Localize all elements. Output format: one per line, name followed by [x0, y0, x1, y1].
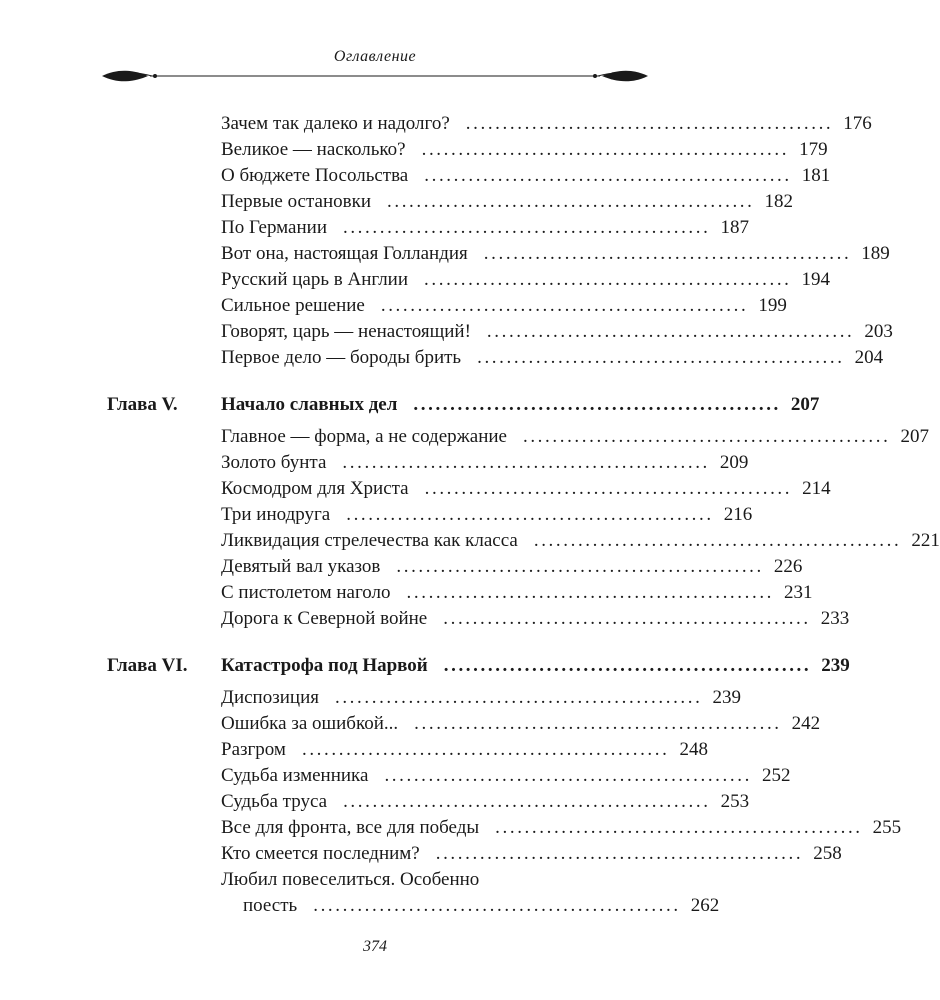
- toc-entry-title: Золото бунта: [221, 452, 327, 473]
- toc-entry-page: 203: [864, 321, 893, 342]
- toc-entry-title: Зачем так далеко и надолго?: [221, 113, 450, 134]
- toc-entry-title: Все для фронта, все для победы: [221, 817, 480, 838]
- header-ornament: [100, 66, 650, 86]
- leader-dots: ..................................................: [424, 478, 793, 499]
- toc-entry-page: 189: [861, 243, 890, 264]
- toc-entry[interactable]: [221, 711, 821, 737]
- toc-entry-title: С пистолетом наголо: [221, 582, 391, 603]
- toc-entry[interactable]: [221, 450, 749, 476]
- toc-entry[interactable]: [221, 424, 929, 450]
- toc-entry[interactable]: [221, 789, 750, 815]
- toc-entry[interactable]: [221, 815, 902, 841]
- toc-entry-page: 242: [791, 713, 821, 734]
- toc-entry-page: 194: [801, 269, 831, 290]
- chapter-title: Катастрофа под Нарвой: [221, 655, 428, 676]
- toc-entry[interactable]: [221, 737, 708, 763]
- toc-entry[interactable]: [221, 111, 872, 137]
- toc-entry-page: 252: [761, 765, 791, 786]
- toc-entry-page: 262: [690, 895, 720, 916]
- chapter-6-heading[interactable]: [221, 653, 850, 679]
- toc-entry[interactable]: [221, 293, 787, 319]
- toc-entry-title: По Германии: [221, 217, 327, 238]
- toc-entry-title: Судьба труса: [221, 791, 328, 812]
- toc-entry-page: 216: [723, 504, 753, 525]
- toc-entry-page: 258: [813, 843, 842, 864]
- toc-entry[interactable]: [221, 841, 842, 867]
- chapter-5-heading[interactable]: [221, 392, 820, 418]
- toc-entry-page: 233: [820, 608, 850, 629]
- chapter-6-label: Глава VI.: [107, 655, 188, 676]
- toc-entry-page: 179: [799, 139, 828, 160]
- toc-entry-page: 207: [900, 426, 929, 447]
- leader-dots: ..................................................: [346, 504, 714, 525]
- toc-entry-title: Говорят, царь — ненастоящий!: [221, 321, 471, 342]
- toc-entry-title: Разгром: [221, 739, 286, 760]
- page-number: 374: [363, 938, 387, 955]
- leader-dots: ..................................................: [313, 895, 681, 916]
- leader-dots: ..................................................: [421, 139, 790, 160]
- toc-entry-page: 248: [679, 739, 708, 760]
- leader-dots: ..................................................: [342, 217, 711, 238]
- leader-dots: ..................................................: [465, 113, 834, 134]
- toc-entry-page: 204: [854, 347, 884, 368]
- toc-entry-page: 199: [758, 295, 787, 316]
- toc-entry-title: Ошибка за ошибкой...: [221, 713, 399, 734]
- chapter-page: 239: [821, 655, 850, 676]
- toc-entry-title: Девятый вал указов: [221, 556, 381, 577]
- toc-entry-page: 214: [802, 478, 831, 499]
- leader-dots: ..................................................: [414, 713, 782, 734]
- toc-entry-title: Космодром для Христа: [221, 478, 409, 499]
- leader-dots: ..................................................: [435, 843, 804, 864]
- toc-entry[interactable]: [221, 163, 831, 189]
- toc-entry-title: Дорога к Северной войне: [221, 608, 428, 629]
- leader-dots: ..................................................: [533, 530, 902, 551]
- toc-entry[interactable]: [221, 580, 813, 606]
- toc-entry-title: поесть: [243, 895, 298, 916]
- toc-entry-title: Первое дело — бороды брить: [221, 347, 462, 368]
- leader-dots: ..................................................: [443, 655, 812, 676]
- toc-entry[interactable]: [221, 685, 741, 711]
- toc-entry-page: 253: [720, 791, 750, 812]
- toc-entry-title: Ликвидация стрелечества как класса: [221, 530, 518, 551]
- toc-entry[interactable]: [221, 476, 831, 502]
- toc-entry-title: Русский царь в Англии: [221, 269, 409, 290]
- toc-entry-page: 209: [719, 452, 749, 473]
- toc-entry[interactable]: [221, 345, 884, 371]
- leader-dots: ..................................................: [424, 269, 792, 290]
- leader-dots: ..................................................: [522, 426, 891, 447]
- toc-entry-title: Судьба изменника: [221, 765, 369, 786]
- toc-entry[interactable]: [221, 241, 890, 267]
- toc-entry[interactable]: [221, 215, 749, 241]
- toc-entry[interactable]: [221, 606, 850, 632]
- leader-dots: ..................................................: [406, 582, 775, 603]
- toc-entry-title: Великое — насколько?: [221, 139, 406, 160]
- toc-entry[interactable]: [221, 554, 803, 580]
- toc-entry[interactable]: [221, 763, 791, 789]
- leader-dots: ..................................................: [443, 608, 811, 629]
- toc-entry-page: 182: [764, 191, 793, 212]
- toc-entry-title: Главное — форма, а не содержание: [221, 426, 507, 447]
- toc-entry[interactable]: [221, 502, 753, 528]
- toc-entry-multiline-continuation[interactable]: [243, 893, 720, 919]
- toc-entry-title: Диспозиция: [221, 687, 319, 708]
- toc-entry-title: О бюджете Посольства: [221, 165, 409, 186]
- toc-entry-title: Кто смеется последним?: [221, 843, 420, 864]
- toc-entry-page: 176: [843, 113, 872, 134]
- toc-entry-page: 221: [911, 530, 940, 551]
- leader-dots: ..................................................: [384, 765, 752, 786]
- toc-entry-page: 226: [773, 556, 803, 577]
- toc-entry-page: 187: [720, 217, 749, 238]
- toc-entry-title: Сильное решение: [221, 295, 365, 316]
- leader-dots: ..................................................: [342, 452, 710, 473]
- leader-dots: ..................................................: [387, 191, 755, 212]
- toc-entry-multiline-first[interactable]: Любил повеселиться. Особенно: [221, 869, 480, 890]
- leader-dots: ..................................................: [477, 347, 845, 368]
- leader-dots: ..................................................: [486, 321, 855, 342]
- chapter-page: 207: [790, 394, 820, 415]
- toc-entry[interactable]: [221, 137, 828, 163]
- toc-entry-page: 255: [872, 817, 902, 838]
- leader-dots: ..................................................: [424, 165, 792, 186]
- running-header: Оглавление: [333, 48, 417, 65]
- chapter-5-label: Глава V.: [107, 394, 178, 415]
- toc-entry-page: 239: [712, 687, 741, 708]
- leader-dots: ..................................................: [301, 739, 670, 760]
- leader-dots: ..................................................: [495, 817, 863, 838]
- toc-entry[interactable]: [221, 267, 831, 293]
- chapter-title: Начало славных дел: [221, 394, 398, 415]
- toc-entry-title: Вот она, настоящая Голландия: [221, 243, 468, 264]
- toc-entry-page: 231: [784, 582, 813, 603]
- toc-entry[interactable]: [221, 319, 893, 345]
- leader-dots: ..................................................: [413, 394, 781, 415]
- toc-entry-title: Первые остановки: [221, 191, 371, 212]
- toc-entry-page: 181: [801, 165, 831, 186]
- leader-dots: ..................................................: [483, 243, 852, 264]
- leader-dots: ..................................................: [343, 791, 711, 812]
- toc-entry[interactable]: [221, 189, 793, 215]
- toc-entry-title: Три инодруга: [221, 504, 331, 525]
- toc-entry[interactable]: [221, 528, 940, 554]
- leader-dots: ..................................................: [380, 295, 749, 316]
- leader-dots: ..................................................: [396, 556, 764, 577]
- leader-dots: ..................................................: [334, 687, 703, 708]
